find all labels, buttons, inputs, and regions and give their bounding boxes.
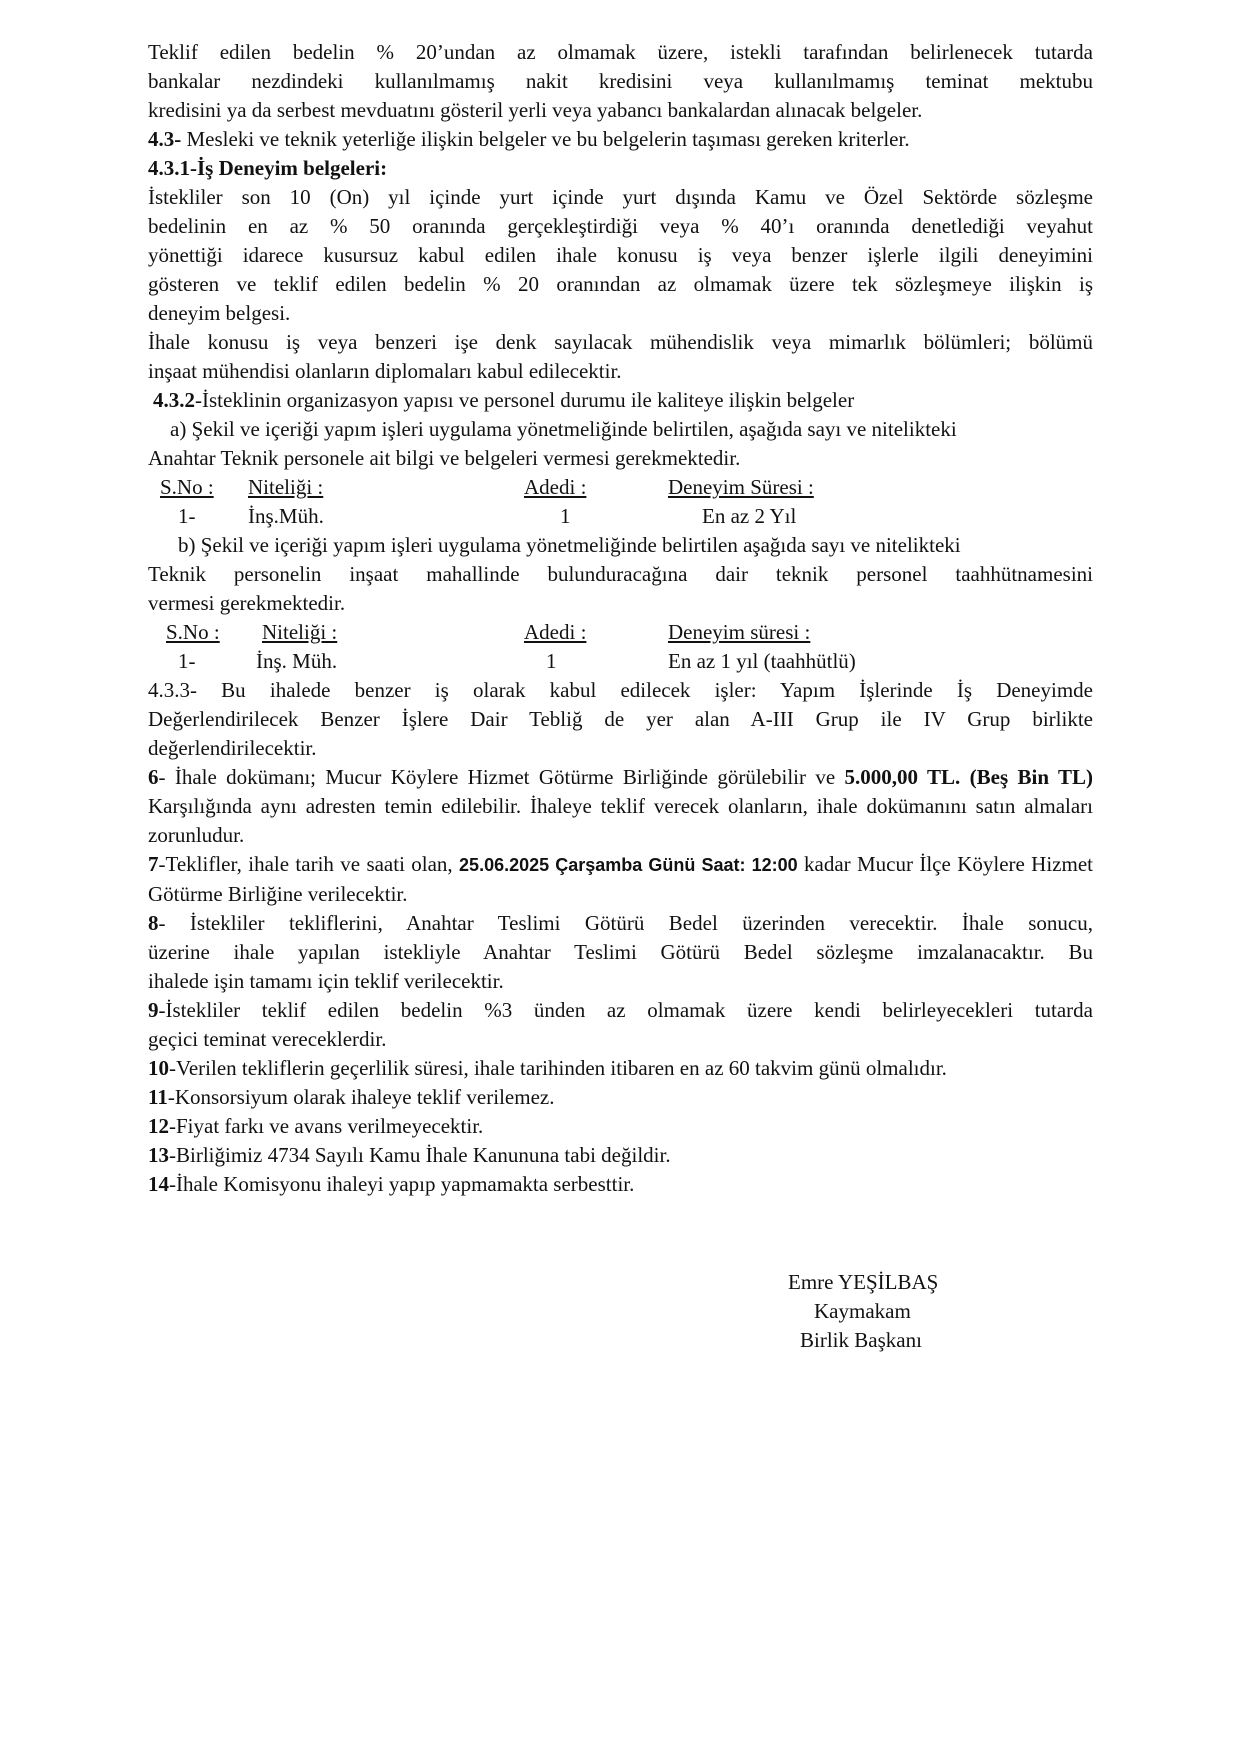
section-6-line-1: - İhale dokümanı; Mucur Köylere Hizmet Götürme Birliğinde görülebilir ve (158, 765, 845, 789)
section-4-3-2-text: -İsteklinin organizasyon yapısı ve personel durumu ile kaliteye ilişkin belgeler (195, 388, 855, 412)
section-4-3-2-a-line-2: Anahtar Teknik personele ait bilgi ve belgeleri vermesi gerekmektedir. (148, 446, 741, 470)
section-4-3-3-line-2: Değerlendirilecek Benzer İşlere Dair Tebliğ de yer alan A-III Grup ile IV Grup birlikte (148, 707, 1093, 731)
section-8-line-1: 8- İstekliler tekliflerini, Anahtar Teslimi Götürü Bedel üzerinden verecektir. İhale sonucu, (148, 911, 1093, 935)
table-a-row-no: 1- (178, 504, 196, 528)
section-7-number: 7 (148, 852, 159, 876)
section-4-3-3-line-1: 4.3.3- Bu ihalede benzer iş olarak kabul edilecek işler: Yapım İşlerinde İş Deneyimde (148, 678, 1093, 702)
section-13: 13-Birliğimiz 4734 Sayılı Kamu İhale Kanununa tabi değildir. (148, 1143, 671, 1167)
section-4-3-2-number: 4.3.2 (153, 388, 195, 412)
table-a-row-nitelik: İnş.Müh. (248, 504, 324, 528)
table-b-header-no: S.No : (166, 620, 220, 644)
table-b-row-deneyim: En az 1 yıl (taahhütlü) (668, 649, 856, 673)
section-9-line-2: geçici teminat vereceklerdir. (148, 1027, 387, 1051)
intro-line-3: kredisini ya da serbest mevduatını gösteril yerli veya yabancı bankalardan alınacak belgeler. (148, 98, 923, 122)
signature-block (788, 1268, 938, 1355)
section-4-3-2-b-line-3: vermesi gerekmektedir. (148, 591, 346, 615)
section-6-number: 6 (148, 765, 159, 789)
section-4-3-number: 4.3- (148, 127, 182, 151)
section-10-number: 10 (148, 1056, 169, 1080)
section-6-line-2: Karşılığında aynı adresten temin edilebilir. İhaleye teklif verecek olanların, ihale (148, 794, 858, 818)
section-4-3-1-diploma-line-2: inşaat mühendisi olanların diplomaları kabul edilecektir. (148, 359, 622, 383)
section-4-3-1-diploma-line-1: İhale konusu iş veya benzeri işe denk sayılacak mühendislik veya mimarlık bölümleri; bölümü (148, 330, 1093, 354)
intro-line-2: bankalar nezdindeki kullanılmamış nakit kredisini veya kullanılmamış teminat mektubu (148, 69, 1093, 93)
section-6-price: 5.000,00 TL. (844, 765, 961, 789)
table-a-header (148, 473, 1093, 502)
section-6 (148, 763, 1093, 850)
section-4-3-2-a-line-1: a) Şekil ve içeriği yapım işleri uygulama yönetmeliğinde belirtilen, aşağıda sayı ve nitelikteki (170, 417, 957, 441)
section-7-pre: -Teklifler, ihale tarih ve saati olan, (158, 852, 460, 876)
section-4-3 (148, 125, 1093, 154)
section-4-3-1-line-4: gösteren ve teklif edilen bedelin % 20 oranından az olmamak üzere tek sözleşmeye ilişkin iş (148, 272, 1093, 296)
table-a-row-adet: 1 (560, 504, 571, 528)
section-10: 10-Verilen tekliflerin geçerlilik süresi, ihale tarihinden itibaren en az 60 takvim günü olmalıdır. (148, 1056, 947, 1080)
signature-role: Birlik Başkanı (800, 1328, 922, 1352)
section-4-3-1-line-2: bedelinin en az % 50 oranında gerçekleştirdiği veya % 40’ı oranında denetlediği veyahut (148, 214, 1093, 238)
signature-name: Emre YEŞİLBAŞ (788, 1270, 939, 1294)
section-6-price-words: (Beş Bin TL) (969, 765, 1093, 789)
section-7-line-2: Köylere Hizmet Götürme Birliğine verilecektir. (148, 852, 1093, 906)
section-4-3-1-line-5: deneyim belgesi. (148, 301, 291, 325)
table-b-header-deneyim: Deneyim süresi : (668, 620, 811, 644)
section-9-number: 9 (148, 998, 159, 1022)
section-14-number: 14 (148, 1172, 169, 1196)
intro-line-1: Teklif edilen bedelin % 20’undan az olmamak üzere, istekli tarafından belirlenecek tutarda (148, 40, 1093, 64)
table-a-header-deneyim: Deneyim Süresi : (668, 475, 814, 499)
section-4-3-3-line-3: değerlendirilecektir. (148, 736, 317, 760)
table-a-header-adet: Adedi : (524, 475, 587, 499)
table-b-header-nitelik: Niteliği : (262, 620, 338, 644)
section-4-3-2 (148, 386, 1093, 415)
table-b-row (148, 647, 1093, 676)
table-b-row-nitelik: İnş. Müh. (256, 649, 338, 673)
section-11: 11-Konsorsiyum olarak ihaleye teklif verilemez. (148, 1085, 555, 1109)
section-7 (148, 850, 1093, 909)
section-6-line-3: dokümanını satın almaları zorunludur. (148, 794, 1094, 847)
section-8-line-3: ihalede işin tamamı için teklif verilecektir. (148, 969, 504, 993)
section-8-number: 8 (148, 911, 159, 935)
section-4-3-1-line-1: İstekliler son 10 (On) yıl içinde yurt içinde yurt dışında Kamu ve Özel Sektörde sözleşme (148, 185, 1093, 209)
section-4-3-2-b-line-1: b) Şekil ve içeriği yapım işleri uygulama yönetmeliğinde belirtilen aşağıda sayı ve nitelikteki (178, 533, 961, 557)
table-a-header-no: S.No : (160, 475, 214, 499)
section-7-date: 25.06.2025 Çarşamba Günü Saat: 12:00 (459, 855, 798, 875)
document-body (148, 38, 1093, 1199)
table-b-row-adet: 1 (546, 649, 557, 673)
section-11-number: 11 (148, 1085, 168, 1109)
table-a-header-nitelik: Niteliği : (248, 475, 324, 499)
section-4-3-text: Mesleki ve teknik yeterliğe ilişkin belgeler ve bu belgelerin taşıması gereken kriterler. (181, 127, 910, 151)
section-12: 12-Fiyat farkı ve avans verilmeyecektir. (148, 1114, 484, 1138)
table-b-header-adet: Adedi : (524, 620, 587, 644)
section-4-3-1-line-3: yönettiği idarece kusursuz kabul edilen ihale konusu iş veya benzer işlerle ilgili deneyimini (148, 243, 1093, 267)
table-b-header (148, 618, 1093, 647)
table-b-row-no: 1- (178, 649, 196, 673)
table-a-row-deneyim: En az 2 Yıl (702, 504, 797, 528)
section-7-post: kadar Mucur İlçe (797, 852, 951, 876)
section-8-line-2: üzerine ihale yapılan istekliyle Anahtar Teslimi Götürü Bedel sözleşme imzalanacaktır. Bu (148, 940, 1093, 964)
section-4-3-1-title: 4.3.1-İş Deneyim belgeleri: (148, 156, 388, 180)
signature-title: Kaymakam (814, 1299, 911, 1323)
section-9-line-1: 9-İstekliler teklif edilen bedelin %3 ünden az olmamak üzere kendi belirleyecekleri tutarda (148, 998, 1093, 1022)
section-4-3-2-b-line-2: Teknik personelin inşaat mahallinde bulunduracağına dair teknik personel taahhütnamesini (148, 562, 1093, 586)
section-12-number: 12 (148, 1114, 169, 1138)
table-a-row (148, 502, 1093, 531)
section-13-number: 13 (148, 1143, 169, 1167)
section-14: 14-İhale Komisyonu ihaleyi yapıp yapmamakta serbesttir. (148, 1172, 635, 1196)
